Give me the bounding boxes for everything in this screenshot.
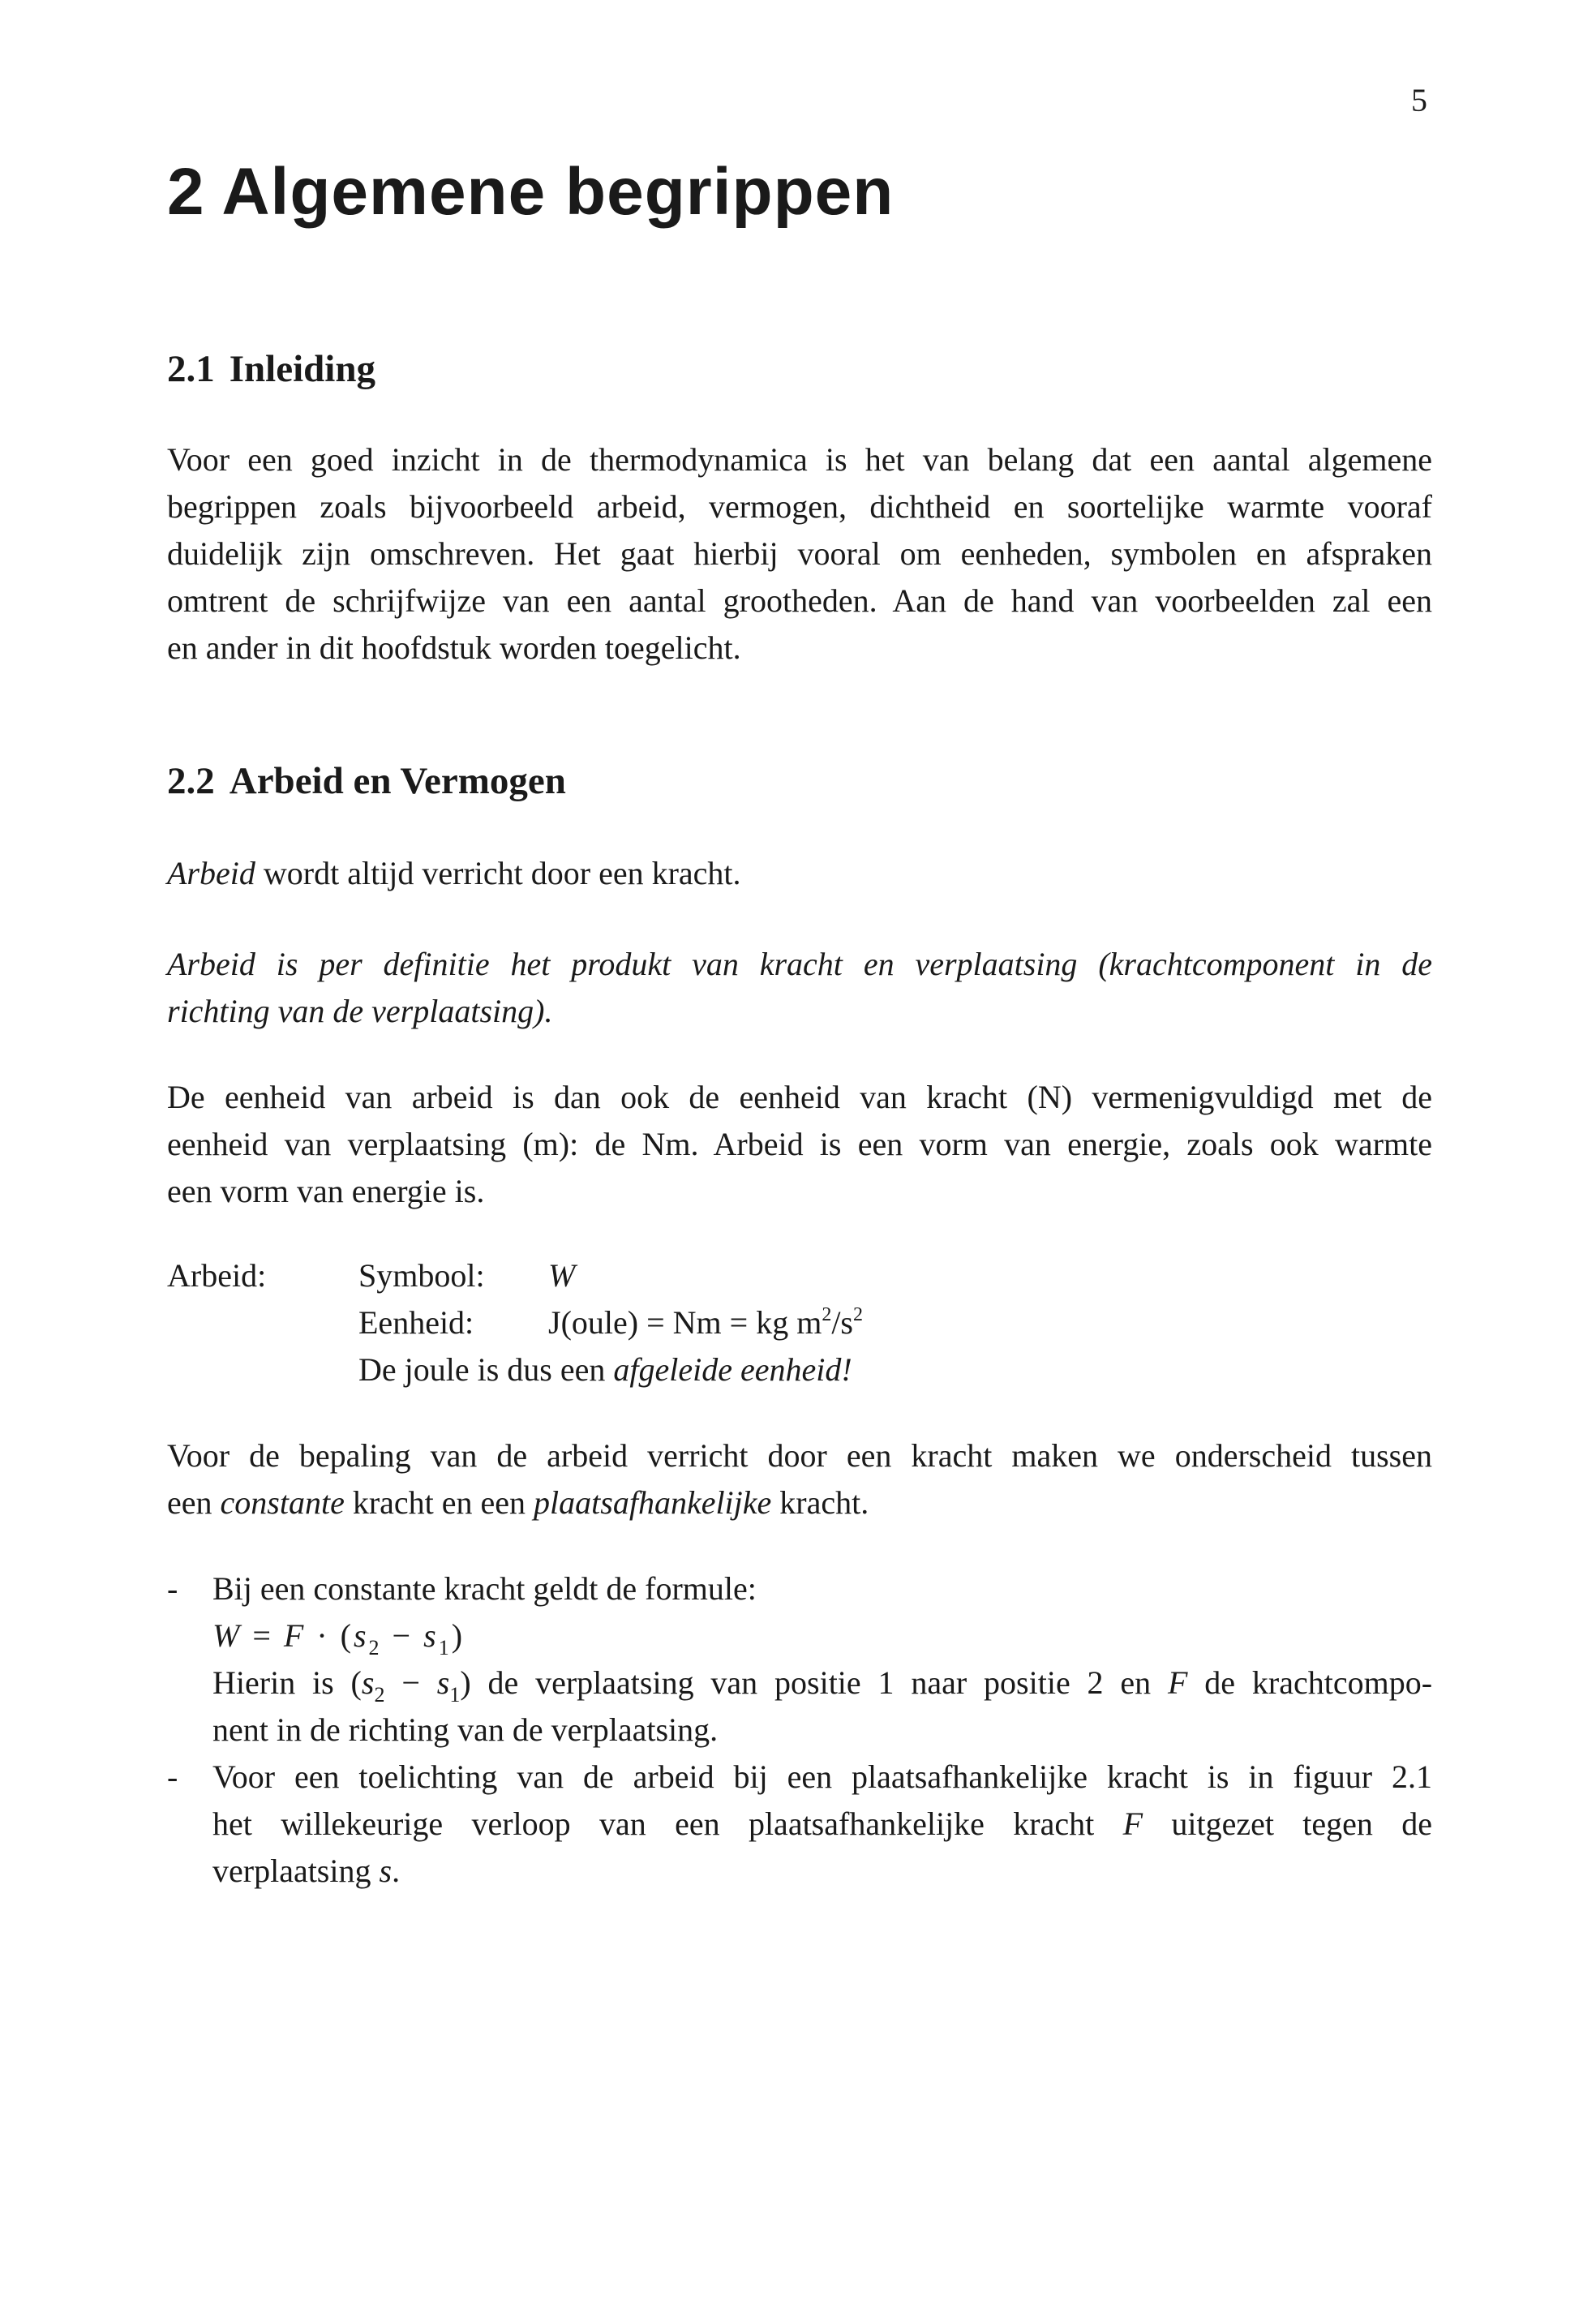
arbeid-intro-paragraph	[167, 850, 1432, 897]
section-heading-inleiding	[167, 350, 375, 389]
formula-symbol: s	[379, 1853, 393, 1889]
subscript: 2	[374, 1683, 385, 1707]
paragraph-line: en ander in dit hoofdstuk worden toegelicht.	[167, 629, 741, 666]
text-run: −	[384, 1664, 437, 1701]
formula-symbol: s	[423, 1617, 439, 1654]
paragraph-line: Arbeid is per definitie het produkt van kracht en verplaatsing (krachtcomponent in de	[167, 946, 1432, 982]
text-run: Hierin is (	[212, 1664, 362, 1701]
superscript: 2	[822, 1304, 832, 1325]
section-number: 2.1	[167, 348, 215, 390]
emphasis-arbeid: Arbeid	[167, 855, 255, 891]
text-run: · (	[306, 1617, 354, 1654]
text-run: verplaatsing	[212, 1853, 380, 1889]
emphasis-constante: constante	[220, 1484, 345, 1521]
superscript: 2	[853, 1304, 863, 1325]
section-heading-arbeid-en-vermogen	[167, 762, 566, 801]
intro-paragraph	[167, 436, 1432, 672]
paragraph-line: omtrent de schrijfwijze van een aantal grootheden. Aan de hand van voorbeelden zal een	[167, 582, 1432, 619]
list-item-variable-force	[167, 1754, 1432, 1895]
paragraph-line: Voor een toelichting van de arbeid bij een plaatsafhankelijke kracht is in figuur 2.1	[212, 1758, 1432, 1795]
paragraph-line	[212, 1848, 1432, 1895]
text-run: uitgezet tegen de	[1143, 1805, 1433, 1842]
paragraph-line: een vorm van energie is.	[167, 1173, 485, 1209]
emphasis-plaatsafhankelijke: plaatsafhankelijke	[534, 1484, 772, 1521]
text-run: J(oule) = Nm = kg m	[548, 1304, 822, 1341]
text-run: het willekeurige verloop van een plaatsafhankelijke kracht	[212, 1805, 1123, 1842]
text-run: .	[392, 1853, 401, 1889]
text-run: wordt altijd verricht door een kracht.	[255, 855, 741, 891]
paragraph-line	[212, 1659, 1432, 1707]
paragraph-line: eenheid van verplaatsing (m): de Nm. Arbeid is een vorm van energie, zoals ook warmte	[167, 1126, 1432, 1162]
paragraph-line: nent in de richting van de verplaatsing.	[212, 1711, 719, 1748]
subscript: 1	[438, 1636, 452, 1659]
text-run: −	[381, 1617, 424, 1654]
formula-symbol: W	[212, 1617, 242, 1654]
paragraph-line: richting van de verplaatsing).	[167, 993, 553, 1029]
formula-symbol: F	[283, 1617, 307, 1654]
paragraph-line: duidelijk zijn omschreven. Het gaat hierbij vooral om eenheden, symbolen en afspraken	[167, 535, 1432, 572]
paragraph-line: Voor een goed inzicht in de thermodynamica is het van belang dat een aantal algemene	[167, 441, 1432, 478]
definition-note	[358, 1346, 852, 1393]
bullet-dash: -	[167, 1758, 178, 1795]
definition-label: Arbeid:	[167, 1257, 267, 1294]
paragraph-line	[167, 1479, 1432, 1526]
paragraph-line: Bij een constante kracht geldt de formule:	[212, 1570, 757, 1607]
paragraph-line	[167, 850, 1432, 897]
section-number: 2.2	[167, 760, 215, 802]
chapter-title: 2 Algemene begrippen	[167, 155, 895, 229]
list-item-constant-force	[167, 1565, 1432, 1754]
emphasis-afgeleide-eenheid: afgeleide eenheid!	[613, 1351, 852, 1388]
paragraph-line	[212, 1801, 1432, 1848]
work-formula	[212, 1612, 1432, 1659]
text-run: kracht.	[771, 1484, 869, 1521]
unit-label: Eenheid:	[358, 1304, 474, 1341]
formula-symbol: s	[436, 1664, 450, 1701]
paragraph-line: begrippen zoals bijvoorbeeld arbeid, vermogen, dichtheid en soortelijke warmte vooraf	[167, 488, 1432, 525]
subscript: 2	[368, 1636, 382, 1659]
text-run: =	[242, 1617, 284, 1654]
section-title: Inleiding	[229, 348, 375, 390]
symbol-label: Symbool:	[358, 1257, 485, 1294]
unit-value	[548, 1299, 863, 1346]
formula-symbol: F	[1168, 1664, 1188, 1701]
text-run: de krachtcompo-	[1187, 1664, 1433, 1701]
unit-paragraph	[167, 1074, 1432, 1215]
paragraph-line: De eenheid van arbeid is dan ook de eenheid van kracht (N) vermenigvuldigd met de	[167, 1079, 1432, 1115]
text-run: De joule is dus een	[358, 1351, 614, 1388]
bullet-list	[167, 1565, 1432, 1895]
text-run: /s	[831, 1304, 853, 1341]
definition-paragraph	[167, 941, 1432, 1035]
page-number: 5	[1411, 82, 1427, 118]
formula-symbol: s	[361, 1664, 375, 1701]
paragraph-line: Voor de bepaling van de arbeid verricht door een kracht maken we onderscheid tussen	[167, 1437, 1432, 1474]
text-run: )	[451, 1617, 466, 1654]
formula-symbol: F	[1122, 1805, 1143, 1842]
text-run: een	[167, 1484, 221, 1521]
subscript: 1	[449, 1683, 461, 1707]
symbol-value: W	[548, 1257, 576, 1294]
section-title: Arbeid en Vermogen	[229, 760, 566, 802]
formula-symbol: s	[353, 1617, 369, 1654]
text-run: ) de verplaatsing van positie 1 naar positie 2 en	[460, 1664, 1168, 1701]
text-run: kracht en een	[344, 1484, 534, 1521]
force-types-paragraph	[167, 1432, 1432, 1526]
bullet-dash: -	[167, 1570, 178, 1607]
